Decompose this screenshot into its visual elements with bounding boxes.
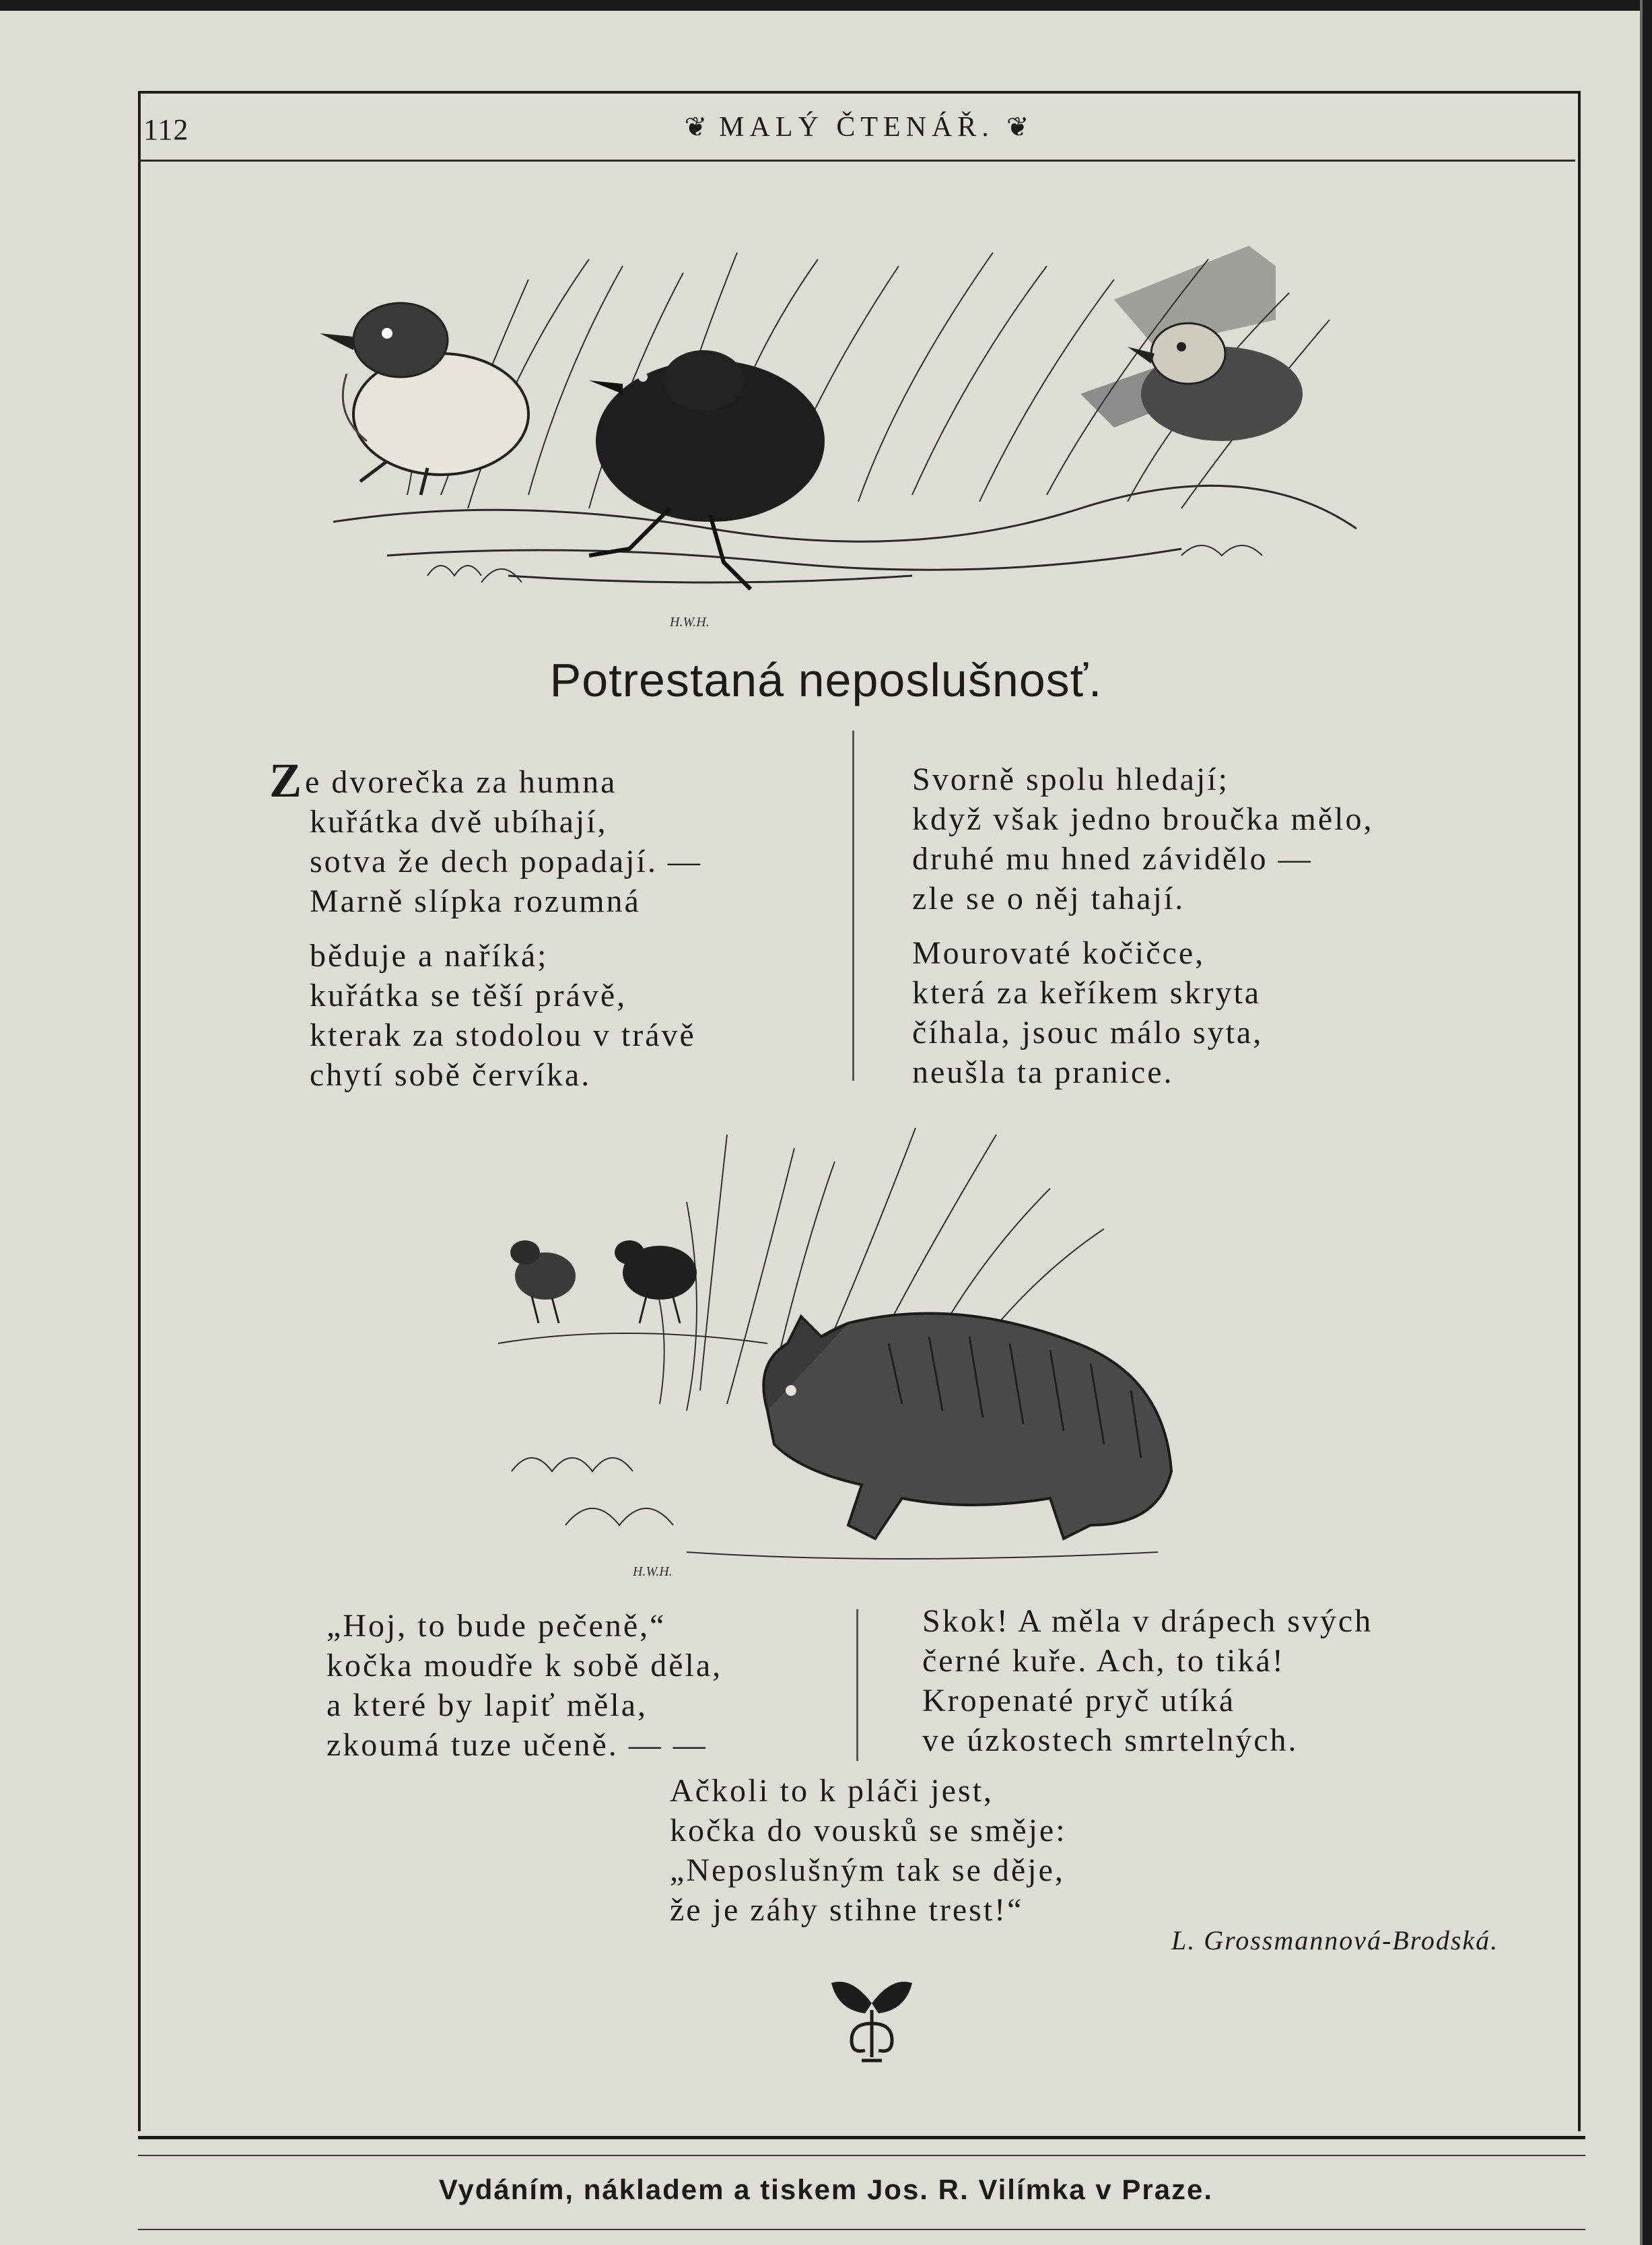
stanza-2-left bbox=[326, 1606, 722, 1765]
scan-edge-top bbox=[0, 0, 1652, 11]
page-header bbox=[138, 98, 1575, 158]
stanza-closing bbox=[670, 1771, 1067, 1930]
verse-line: zkoumá tuze učeně. — — bbox=[326, 1727, 708, 1763]
verse-line: když však jedno broučka mělo, bbox=[912, 801, 1374, 837]
ornament-left-icon: ❦ bbox=[684, 112, 708, 142]
verse-line: Mourovaté kočičce, bbox=[912, 935, 1206, 971]
verse-line: a které by lapiť měla, bbox=[326, 1687, 648, 1723]
verse-line: Skok! A měla v drápech svých bbox=[922, 1603, 1373, 1639]
verse-line: kočka do vousků se směje: bbox=[670, 1813, 1067, 1848]
author-signature: L. Grossmannová-Brodská. bbox=[1171, 1925, 1499, 1955]
verse-line: ve úzkostech smrtelných. bbox=[922, 1722, 1299, 1758]
verse-line: zle se o něj tahají. bbox=[912, 881, 1185, 916]
illustration-middle-signature: H.W.H. bbox=[633, 1564, 673, 1579]
column-divider bbox=[852, 731, 854, 1081]
verse-line: že je záhy stihne trest!“ bbox=[670, 1892, 1024, 1928]
verse-line: číhala, jsouc málo syta, bbox=[912, 1015, 1264, 1050]
verse-line: černé kuře. Ach, to tiká! bbox=[922, 1643, 1285, 1679]
publisher-imprint: Vydáním, nákladem a tiskem Jos. R. Vilímka v Praze. bbox=[438, 2174, 1214, 2205]
bottom-rule bbox=[138, 2136, 1585, 2139]
running-head bbox=[138, 111, 1575, 143]
verse-line: „Hoj, to bude pečeně,“ bbox=[326, 1608, 666, 1644]
verse-line: chytí sobě červíka. bbox=[310, 1057, 592, 1093]
illustration-cat-svg bbox=[485, 1121, 1212, 1579]
illustration-chicks-running bbox=[306, 239, 1370, 630]
verse-line: Ze dvorečka za humna bbox=[269, 753, 617, 807]
verse-line: která za keříkem skryta bbox=[912, 975, 1262, 1011]
verse-line: Ačkoli to k pláči jest, bbox=[670, 1773, 994, 1809]
drop-cap: Z bbox=[269, 753, 304, 807]
verse-line: druhé mu hned závidělo — bbox=[912, 841, 1313, 877]
bottom-rule bbox=[138, 2229, 1585, 2230]
verse-line: neušla ta pranice. bbox=[912, 1054, 1174, 1090]
verse-line: kočka moudře k sobě děla, bbox=[326, 1648, 723, 1683]
verse-line: Svorně spolu hledají; bbox=[912, 762, 1229, 797]
illustration-top-signature: H.W.H. bbox=[670, 615, 710, 630]
stanza-1-left bbox=[269, 753, 702, 1095]
tailpiece-ornament-icon bbox=[825, 1976, 919, 2067]
running-head-text: MALÝ ČTENÁŘ. bbox=[719, 112, 994, 143]
poem-title: Potrestaná neposlušnosť. bbox=[549, 654, 1103, 706]
stanza-1-right bbox=[912, 760, 1374, 1092]
ornament-right-icon: ❦ bbox=[1006, 112, 1029, 142]
illustration-cat-and-chicks bbox=[485, 1121, 1212, 1579]
verse-line: sotva že dech popadají. — bbox=[310, 844, 702, 879]
verse-line: Marně slípka rozumná bbox=[310, 883, 641, 919]
verse-line: „Neposlušným tak se děje, bbox=[670, 1852, 1065, 1888]
bottom-rule bbox=[138, 2155, 1585, 2156]
column-divider bbox=[856, 1609, 858, 1761]
illustration-chicks-svg bbox=[306, 239, 1370, 630]
verse-line: kuřátka dvě ubíhají, bbox=[310, 804, 608, 840]
verse-line: Kropenaté pryč utíká bbox=[922, 1683, 1236, 1718]
verse-line: kuřátka se těší právě, bbox=[310, 978, 627, 1013]
verse-line: běduje a naříká; bbox=[310, 938, 549, 974]
header-rule bbox=[138, 160, 1575, 162]
page-number: 112 bbox=[143, 113, 189, 146]
stanza-2-right bbox=[922, 1601, 1373, 1760]
verse-line: kterak za stodolou v trávě bbox=[310, 1017, 696, 1053]
scan-edge-right-shadow bbox=[1640, 0, 1643, 2245]
